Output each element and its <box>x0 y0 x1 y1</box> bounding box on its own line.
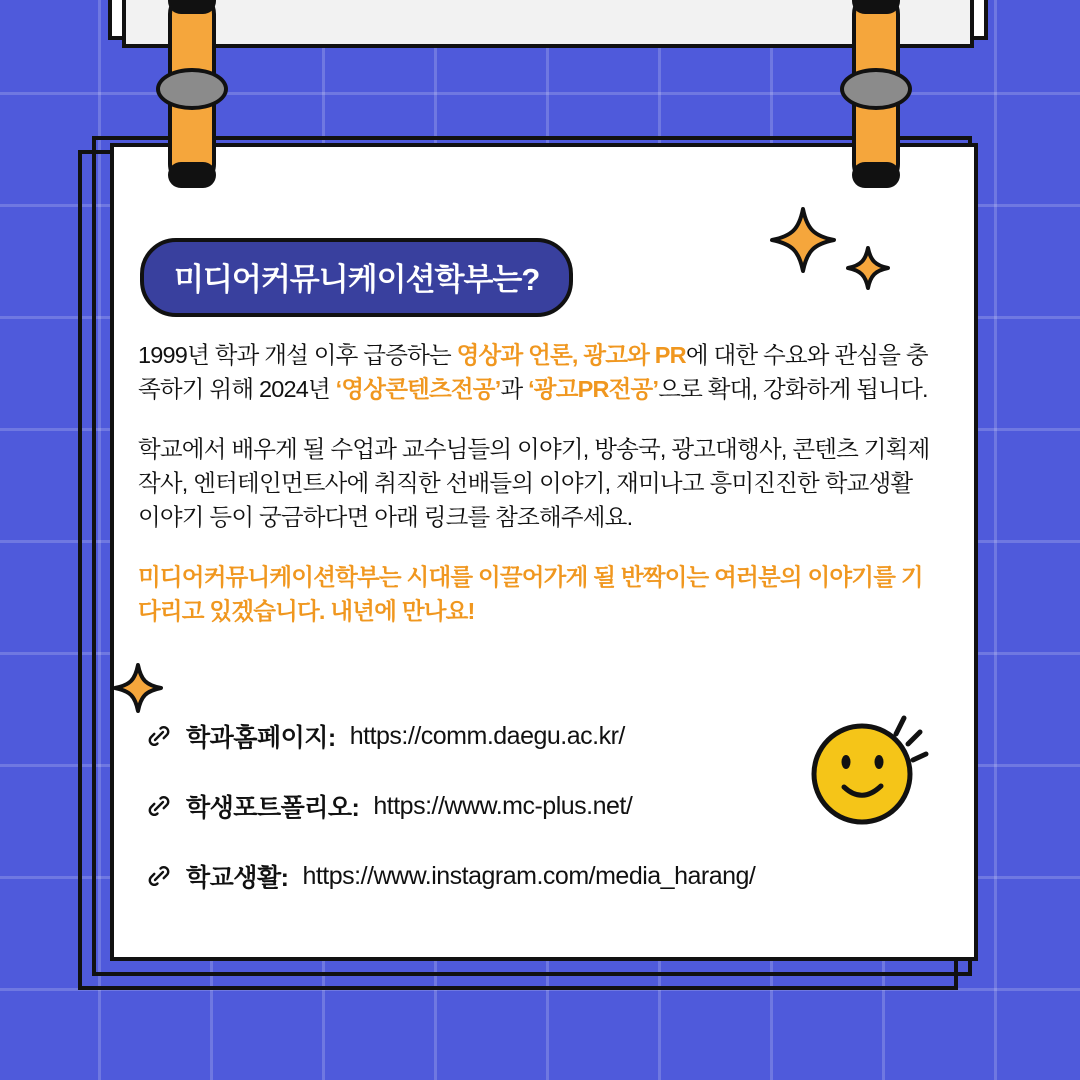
text-highlight: ‘영상콘텐츠전공’ <box>335 376 501 402</box>
text-segment: 에 대한 수요와 관심을 충족하기 위해 2024년 <box>138 342 928 402</box>
link-url[interactable]: https://comm.daegu.ac.kr/ <box>349 721 625 750</box>
link-icon <box>146 793 172 819</box>
clip-cap-top <box>852 0 900 14</box>
clip-cap-top <box>168 0 216 14</box>
binder-clip-right-icon <box>852 0 900 190</box>
sparkle-small-icon <box>845 245 891 291</box>
link-item-portfolio[interactable] <box>146 788 936 824</box>
link-icon <box>146 723 172 749</box>
link-icon <box>146 863 172 889</box>
link-label: 학교생활: <box>186 864 289 892</box>
sparkle-large-icon <box>768 205 838 275</box>
text-segment: 과 <box>500 376 529 402</box>
text-segment: 으로 확대, 강화하게 됩니다. <box>658 376 928 402</box>
sparkle-left-icon <box>112 662 164 714</box>
paragraph-intro <box>138 338 938 406</box>
top-card <box>122 0 974 48</box>
text-highlight: 영상과 언론, 광고와 PR <box>456 342 686 368</box>
link-list <box>146 718 936 928</box>
link-label: 학과홈페이지: <box>186 724 336 752</box>
paragraph-details: 학교에서 배우게 될 수업과 교수님들의 이야기, 방송국, 광고대행사, 콘텐츠 기획제작사, 엔터테인먼트사에 취직한 선배들의 이야기, 재미나고 흥미진진한 학교생활 이야기 등이 궁금하다면 아래 링크를 참조해주세요. <box>138 436 930 530</box>
page-title: 미디어커뮤니케이션학부는? <box>140 238 573 317</box>
clip-ring <box>840 68 912 110</box>
text-highlight: ‘광고PR전공’ <box>528 376 659 402</box>
clip-ring <box>156 68 228 110</box>
link-url[interactable]: https://www.mc-plus.net/ <box>373 791 633 820</box>
binder-clip-left-icon <box>168 0 216 190</box>
link-label: 학생포트폴리오: <box>186 794 360 822</box>
paragraph-closing: 미디어커뮤니케이션학부는 시대를 이끌어가게 될 반짝이는 여러분의 이야기를 기다리고 있겠습니다. 내년에 만나요! <box>138 564 923 624</box>
clip-cap-bottom <box>168 162 216 188</box>
link-url[interactable]: https://www.instagram.com/media_harang/ <box>302 861 756 890</box>
link-item-instagram[interactable] <box>146 858 936 894</box>
text-segment: 1999년 학과 개설 이후 급증하는 <box>138 342 457 368</box>
link-item-homepage[interactable] <box>146 718 936 754</box>
clip-cap-bottom <box>852 162 900 188</box>
body-text <box>138 338 938 628</box>
